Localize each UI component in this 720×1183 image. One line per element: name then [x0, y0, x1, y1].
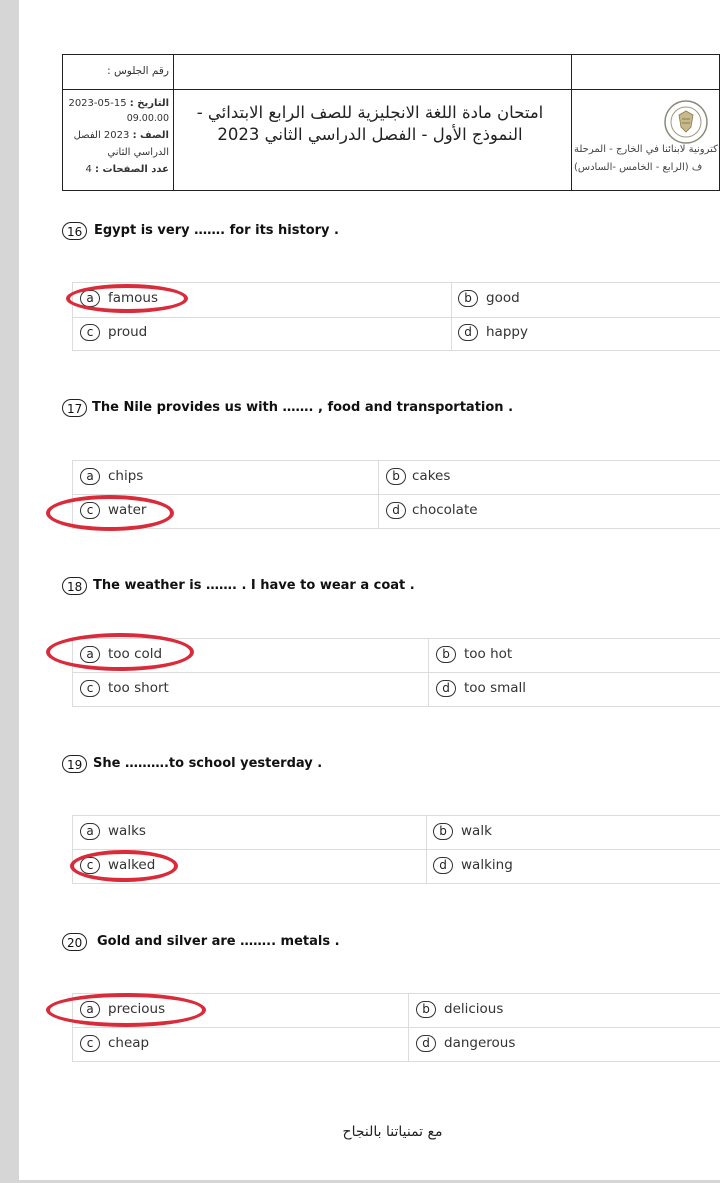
option-text[interactable]: happy	[486, 324, 528, 340]
option-letter: c	[80, 857, 100, 874]
option-letter: d	[458, 324, 478, 341]
option-letter: c	[80, 324, 100, 341]
question-number: 20	[62, 933, 87, 951]
options-table	[72, 993, 720, 1062]
option-text[interactable]: too hot	[464, 646, 513, 662]
option-text[interactable]: precious	[108, 1001, 166, 1017]
question-number: 17	[62, 399, 87, 417]
date-value: 15-05-2023	[68, 98, 127, 109]
option-letter: d	[416, 1035, 436, 1052]
option-text[interactable]: walk	[461, 823, 492, 839]
question-number: 18	[62, 577, 87, 595]
option-letter: b	[416, 1001, 436, 1018]
option-text[interactable]: walks	[108, 823, 146, 839]
option-text[interactable]: walking	[461, 857, 513, 873]
option-text[interactable]: cakes	[412, 468, 451, 484]
option-letter: a	[80, 823, 100, 840]
option-text[interactable]: delicious	[444, 1001, 504, 1017]
option-letter: c	[80, 502, 100, 519]
option-letter: b	[436, 646, 456, 663]
option-letter: a	[80, 1001, 100, 1018]
grade-value: 2023 الفصل	[73, 130, 130, 141]
option-letter: d	[386, 502, 406, 519]
pages-label: عدد الصفحات :	[95, 164, 169, 175]
grade-label: الصف :	[132, 130, 169, 141]
options-table	[72, 815, 720, 884]
ministry-seal-icon	[663, 99, 709, 145]
option-letter: a	[80, 290, 100, 307]
option-letter: d	[436, 680, 456, 697]
option-text[interactable]: walked	[108, 857, 156, 873]
exam-title-line2: النموذج الأول - الفصل الدراسي الثاني 2023	[217, 125, 523, 144]
option-text[interactable]: dangerous	[444, 1035, 516, 1051]
question-number: 19	[62, 755, 87, 773]
option-letter: c	[80, 1035, 100, 1052]
option-text[interactable]: chocolate	[412, 502, 478, 518]
date-label: التاريخ :	[129, 98, 169, 109]
options-table	[72, 282, 720, 351]
question-text: She ……….to school yesterday .	[93, 756, 323, 771]
question-text: Gold and silver are …….. metals .	[97, 934, 340, 949]
option-text[interactable]: too small	[464, 680, 527, 696]
footer-good-luck: مع تمنياتنا بالنجاح	[342, 1124, 443, 1140]
exam-title-line1: امتحان مادة اللغة الانجليزية للصف الرابع الابتدائي -	[196, 103, 544, 122]
question-text: The weather is ……. . I have to wear a coat .	[93, 578, 415, 593]
option-letter: b	[458, 290, 478, 307]
option-letter: b	[433, 823, 453, 840]
option-text[interactable]: chips	[108, 468, 144, 484]
option-text[interactable]: too cold	[108, 646, 163, 662]
question-text: The Nile provides us with ……. , food and transportation .	[92, 400, 514, 415]
exam-header-table	[62, 54, 720, 191]
option-text[interactable]: cheap	[108, 1035, 150, 1051]
seat-number-label: رقم الجلوس :	[107, 65, 169, 77]
option-letter: d	[433, 857, 453, 874]
options-table	[72, 638, 720, 707]
option-text[interactable]: proud	[108, 324, 148, 340]
option-letter: b	[386, 468, 406, 485]
option-letter: a	[80, 646, 100, 663]
pages-value: 4	[85, 164, 92, 175]
ministry-text-line2: ف (الرابع - الخامس -السادس)	[574, 162, 703, 173]
ministry-text-line1: كترونية لابنائنا في الخارج - المرحلة	[574, 144, 718, 155]
term-value: الدراسي الثاني	[107, 147, 169, 158]
option-text[interactable]: good	[486, 290, 520, 306]
option-text[interactable]: too short	[108, 680, 169, 696]
option-letter: a	[80, 468, 100, 485]
question-number: 16	[62, 222, 87, 240]
option-letter: c	[80, 680, 100, 697]
option-text[interactable]: famous	[108, 290, 159, 306]
question-text: Egypt is very ……. for its history .	[94, 223, 339, 238]
time-value: 09.00.00	[126, 113, 169, 124]
option-text[interactable]: water	[108, 502, 147, 518]
